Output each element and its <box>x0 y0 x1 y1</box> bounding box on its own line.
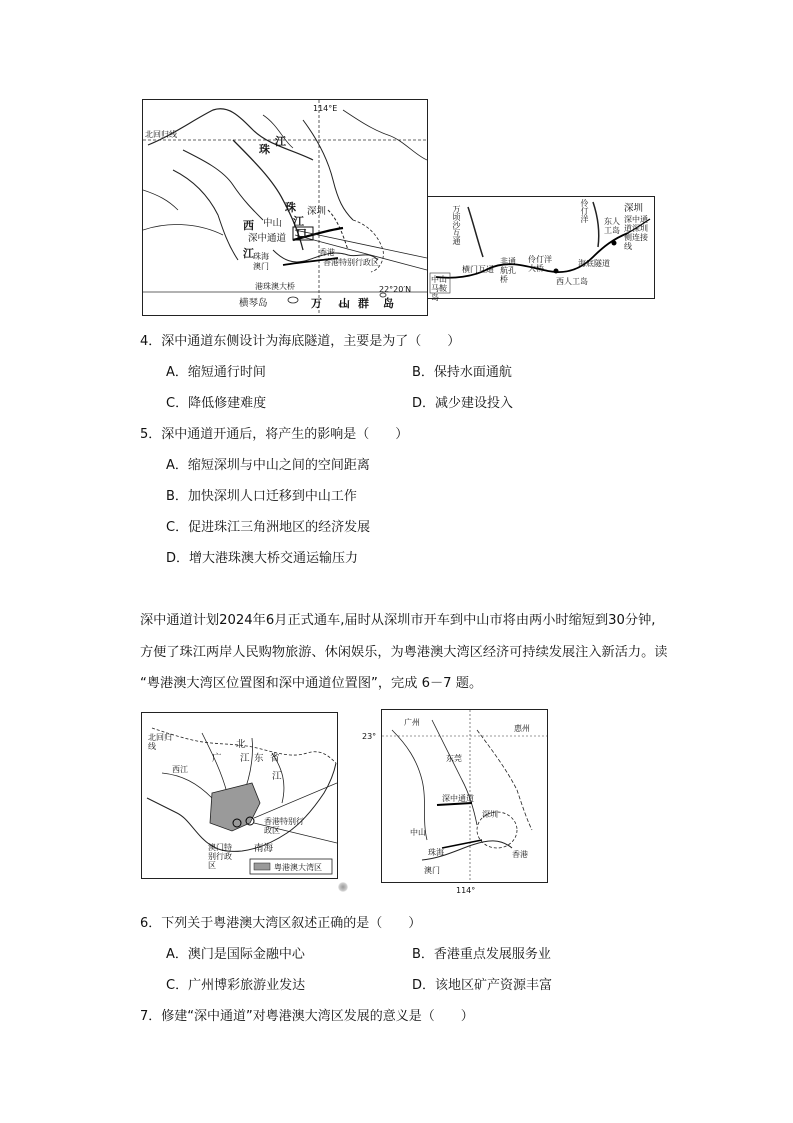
inset-wanqingsha: 万顷沙互通 <box>452 205 461 245</box>
passage-line-2: 方便了珠江两岸人民购物旅游、休闲娱乐，为粤港澳大湾区经济可持续发展注入新活力。读 <box>140 645 668 660</box>
label-hongkong: 香港 <box>319 248 335 257</box>
q4-option-c[interactable]: C．降低修建难度 <box>166 396 267 411</box>
inset-shenzhen: 深圳 <box>624 203 644 214</box>
river-label-zhu: 珠 <box>259 143 270 156</box>
pearl-river-estuary-map <box>142 99 428 316</box>
map2-dong: 东 <box>254 753 264 764</box>
label-hk-sar: 香港特别行政区 <box>323 258 379 267</box>
tunnel-inset-map <box>427 196 655 302</box>
label-xi: 西 <box>243 219 254 232</box>
inset-hengmen: 横门互通 <box>462 265 494 274</box>
map3-zhuhai: 珠海 <box>428 848 444 857</box>
inset-zhongshan: 中山马鞍岛 <box>431 275 447 302</box>
q6-option-d[interactable]: D．该地区矿产资源丰富 <box>412 978 553 993</box>
label-kou: 口 <box>296 227 307 240</box>
label-hengqin: 横琴岛 <box>239 298 268 309</box>
inset-link: 深中通道深圳侧连接线 <box>624 215 648 251</box>
question-4-stem: 4．深中通道东侧设计为海底隧道，主要是为了（ ） <box>140 334 461 349</box>
passage-line-3: “粤港澳大湾区位置图和深中通道位置图”，完成 6－7 题。 <box>140 676 483 691</box>
q5-option-d[interactable]: D．增大港珠澳大桥交通运输压力 <box>166 551 359 566</box>
q6-option-b[interactable]: B．香港重点发展服务业 <box>412 947 551 962</box>
inset-west-island: 西人工岛 <box>556 277 588 286</box>
q4-option-d[interactable]: D．减少建设投入 <box>412 396 514 411</box>
label-zhu: 珠 <box>285 201 296 214</box>
map3-tunnel: 深中通道 <box>442 794 474 803</box>
inset-lingdingyang: 伶仃洋 <box>580 199 589 223</box>
label-shenzhen: 深圳 <box>307 206 327 217</box>
inset-map-graphic <box>428 197 654 298</box>
label-jiang-west: 江 <box>243 247 254 260</box>
label-jiang: 江 <box>293 215 304 228</box>
label-macau: 澳门 <box>253 262 269 271</box>
map2-jiang2: 江 <box>272 771 282 782</box>
label-dao: 岛 <box>383 297 394 310</box>
map3-hongkong: 香港 <box>512 850 528 859</box>
map2-hk-sar: 香港特别行政区 <box>264 817 304 835</box>
label-shan: 山 <box>339 297 350 310</box>
map3-dongguan: 东莞 <box>446 754 462 763</box>
map3-shenzhen: 深圳 <box>482 810 498 819</box>
q6-option-a[interactable]: A．澳门是国际金融中心 <box>166 947 305 962</box>
map3-guangzhou: 广州 <box>404 718 420 727</box>
q5-option-a[interactable]: A．缩短深圳与中山之间的空间距离 <box>166 458 370 473</box>
map3-huizhou: 惠州 <box>514 724 530 733</box>
inset-lingding-bridge: 伶仃洋大桥 <box>528 255 552 273</box>
map2-xijiang: 西江 <box>172 765 188 774</box>
map2-tropic: 北回归线 <box>148 733 172 751</box>
tunnel-location-map <box>362 709 548 895</box>
question-7-stem: 7．修建“深中通道”对粤港澳大湾区发展的意义是（ ） <box>140 1009 474 1024</box>
tropic-label: 北回归线 <box>145 130 177 139</box>
q6-option-c[interactable]: C．广州博彩旅游业发达 <box>166 978 306 993</box>
map2-bei: 北 <box>236 739 246 750</box>
map2-south-sea: 南海 <box>254 843 274 854</box>
map2-legend: 粤港澳大湾区 <box>274 863 322 872</box>
map2-sheng: 省 <box>270 753 280 764</box>
q4-option-a[interactable]: A．缩短通行时间 <box>166 365 266 380</box>
scan-smudge <box>338 882 348 892</box>
label-wan: 万 <box>311 297 322 310</box>
q5-option-b[interactable]: B．加快深圳人口迁移到中山工作 <box>166 489 357 504</box>
map3-macau: 澳门 <box>424 866 440 875</box>
map2-guang: 广 <box>212 753 222 764</box>
passage-line-1: 深中通道计划2024年6月正式通车,届时从深圳市开车到中山市将由两小时缩短到30分钟, <box>140 613 656 628</box>
longitude-label: 114°E <box>313 104 338 113</box>
question-5-stem: 5．深中通道开通后，将产生的影响是（ ） <box>140 427 409 442</box>
latitude-label: 22°20′N <box>379 285 412 294</box>
question-6-stem: 6．下列关于粤港澳大湾区叙述正确的是（ ） <box>140 916 422 931</box>
label-tunnel: 深中通道 <box>248 233 287 244</box>
bay-area-location-map <box>141 712 338 879</box>
map3-lat: 23° <box>362 732 377 741</box>
label-zhongshan: 中山 <box>263 218 283 229</box>
q4-option-b[interactable]: B．保持水面通航 <box>412 365 512 380</box>
map2-macau-sar: 澳门特别行政区 <box>208 843 232 870</box>
inset-east-island: 东人工岛 <box>604 217 620 235</box>
inset-undersea-tunnel: 海底隧道 <box>578 259 610 268</box>
map3-lon: 114° <box>456 886 476 895</box>
river-label-jiang: 江 <box>275 135 286 148</box>
q5-option-c[interactable]: C．促进珠江三角洲地区的经济发展 <box>166 520 371 535</box>
label-qun: 群 <box>358 297 369 310</box>
label-zhuhai: 珠海 <box>253 252 269 261</box>
inset-fuzhou-bridge: 非通航孔桥 <box>500 257 516 284</box>
label-hzm-bridge: 港珠澳大桥 <box>255 282 295 291</box>
map2-jiang: 江 <box>240 753 250 764</box>
map3-zhongshan: 中山 <box>410 828 426 837</box>
